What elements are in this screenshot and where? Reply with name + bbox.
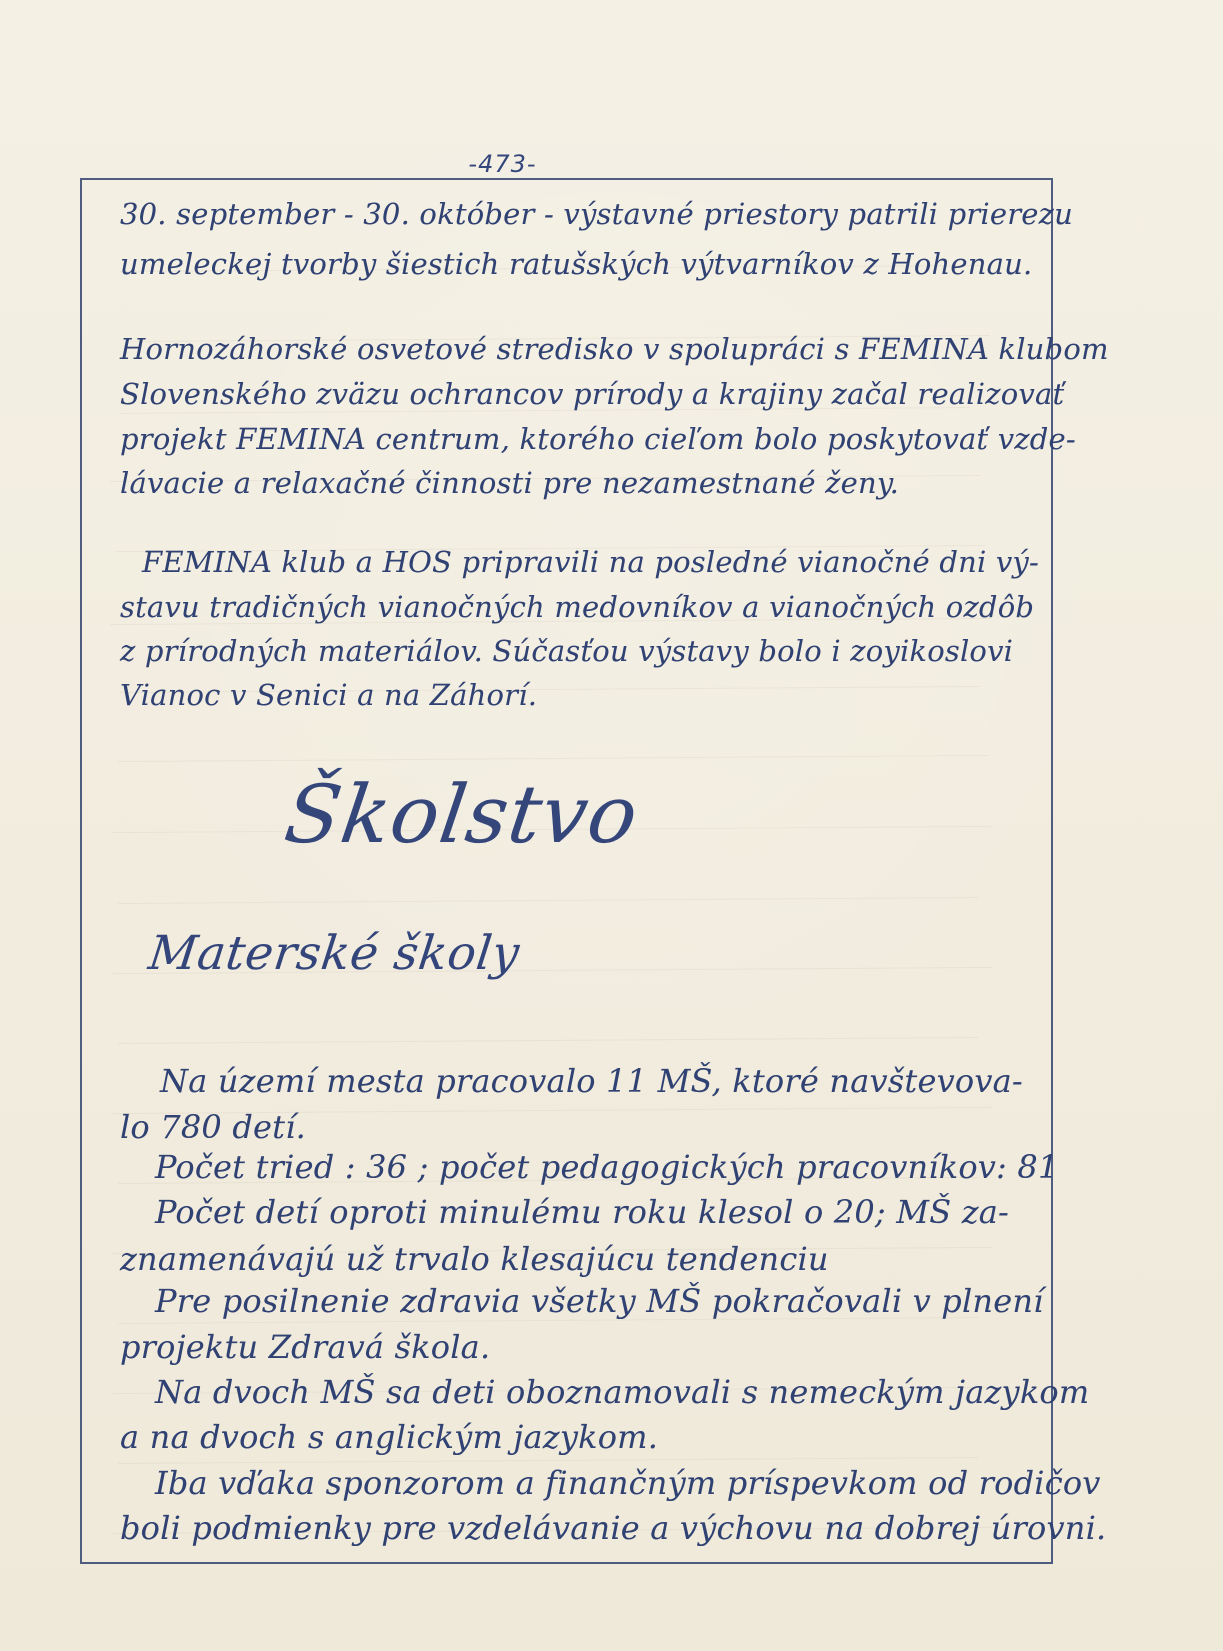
paragraph-3-line-3: z prírodných materiálov. Súčasťou výstavy bolo i zoyikoslovi xyxy=(120,634,1014,668)
school-line-3: Počet tried : 36 ; počet pedagogických pracovníkov: 81 xyxy=(155,1148,1059,1186)
school-line-4: Počet detí oproti minulému roku klesol o 20; MŠ za- xyxy=(155,1193,1010,1231)
school-line-5: znamenávajú už trvalo klesajúcu tendenciu xyxy=(120,1240,829,1278)
school-line-2: lo 780 detí. xyxy=(120,1108,307,1146)
paragraph-2-line-2: Slovenského zväzu ochrancov prírody a krajiny začal realizovať xyxy=(120,377,1065,411)
paragraph-3-line-4: Vianoc v Senici a na Záhorí. xyxy=(120,678,538,712)
school-line-11: boli podmienky pre vzdelávanie a výchovu na dobrej úrovni. xyxy=(120,1509,1107,1547)
school-line-10: Iba vďaka sponzorom a finančným príspevkom od rodičov xyxy=(155,1464,1101,1502)
paragraph-2-line-1: Hornozáhorské osvetové stredisko v spolupráci s FEMINA klubom xyxy=(120,332,1109,366)
intro-line-1: 30. september - 30. október - výstavné priestory patrili prierezu xyxy=(120,197,1074,231)
paragraph-2-line-3: projekt FEMINA centrum, ktorého cieľom bolo poskytovať vzde- xyxy=(120,422,1076,456)
school-line-6: Pre posilnenie zdravia všetky MŠ pokračovali v plnení xyxy=(155,1282,1044,1320)
paragraph-3-line-2: stavu tradičných vianočných medovníkov a vianočných ozdôb xyxy=(120,590,1035,624)
paragraph-3-line-1: FEMINA klub a HOS pripravili na posledné vianočné dni vý- xyxy=(142,545,1040,579)
school-line-7: projektu Zdravá škola. xyxy=(120,1328,491,1366)
section-title: Školstvo xyxy=(279,768,645,861)
intro-line-2: umeleckej tvorby šiestich ratušských výtvarníkov z Hohenau. xyxy=(120,247,1033,281)
school-line-1: Na území mesta pracovalo 11 MŠ, ktoré navštevova- xyxy=(160,1062,1023,1100)
page-number: -473- xyxy=(468,150,537,178)
school-line-9: a na dvoch s anglickým jazykom. xyxy=(120,1418,659,1456)
school-line-8: Na dvoch MŠ sa deti oboznamovali s nemeckým jazykom xyxy=(155,1373,1090,1411)
subsection-title: Materské školy xyxy=(145,926,523,981)
paragraph-2-line-4: lávacie a relaxačné činnosti pre nezamestnané ženy. xyxy=(120,466,900,500)
